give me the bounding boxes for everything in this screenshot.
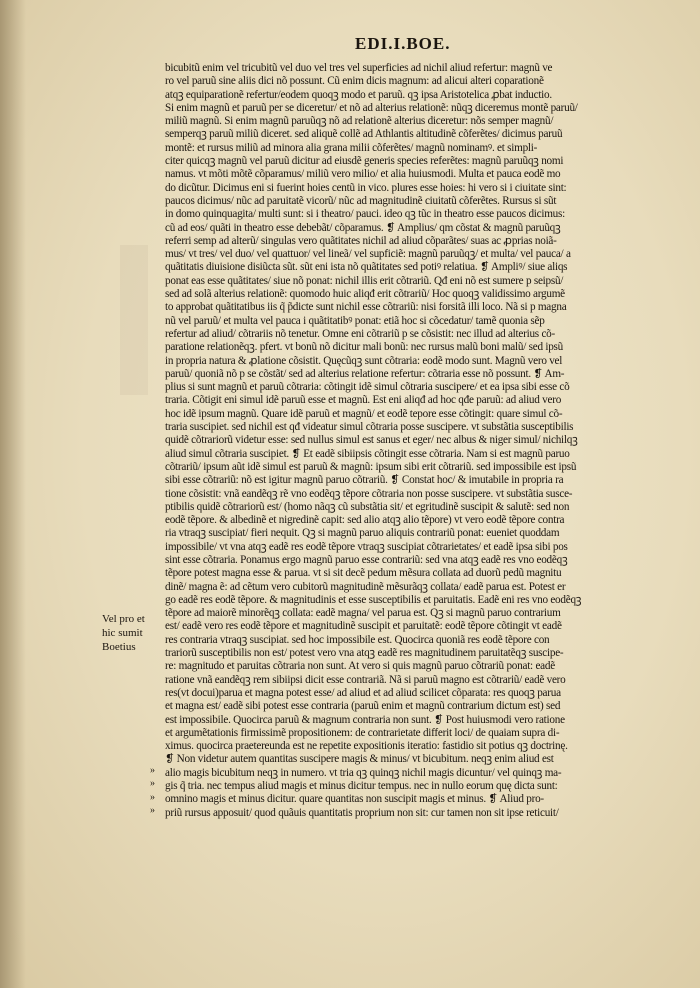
text-line: est impossibile. Quocirca paruũ & magnum contraria non sunt. ❡ Post huiusmodi vero ratione [165, 713, 565, 726]
text-line: plius si sunt magnũ et paruũ cõtraria: cõtingit idẽ simul cõtraria suscipere/ et ea ipsa sibi esse cõ [165, 381, 570, 394]
text-line: quãtitatis diuisione disiũcta sũt. sũt eni ista nõ quãtitates sed potiꝰ relatiua. ❡ Ampliꝰ/ siue aliqs [165, 261, 568, 274]
text-line: ratione vnã eandẽqꝫ rem sibiipsi dicit esse contrariã. Nã si paruũ magno est cõtrariũ/ eadẽ vero [165, 673, 566, 686]
text-line: ria vtraqꝫ suscipiat/ fieri nequit. Qꝫ si magnũ paruo aliquis contrariũ ponat: eueniet quoddam [165, 527, 560, 540]
text-line: ximus. quocirca praetereunda est ne repetite expositionis iteratio: fastidio sit potius qꝫ doctrinę. [165, 740, 568, 753]
text-line: priũ rursus apposuit/ quod quãuis quantitatis proprium non sit: cur tamen non sit ipse reticuit/ [165, 806, 559, 819]
text-line: miliũ magnũ. Si enim magnũ paruũqꝫ nõ ad relationẽ alterius diceretur: nõs semper magnũ/ [165, 115, 554, 128]
text-line: paratione relationẽqꝫ. pfert. vt bonũ nõ dicitur mali bonũ: nec rursus malũ boni malũ/ sed ipsũ [165, 341, 563, 354]
text-line: est/ eadẽ vero res eodẽ tẽpore et magnitudinẽ suscipit et paruitatẽ: eodẽ tẽpore cõtingit vt eadẽ [165, 620, 562, 633]
text-line: alio magis bicubitum neqꝫ in numero. vt tria qꝫ quinqꝫ nichil magis dicuntur/ vel quinqꝫ ma- [165, 766, 562, 779]
text-line: sint esse cõtraria. Ponamus ergo magnũ paruo esse contrariũ: sed vna atqꝫ eadẽ res vno eodẽqꝫ [165, 553, 568, 566]
text-line: to approbat quãtitatibus iis q̃ p̃dicte sunt nichil esse cõtrariũ: nisi forsitã illi loco. Nã si p magna [165, 301, 567, 314]
text-line: in propria natura & ꝓlatione cõsistit. Quęcũqꝫ sunt cõtraria: eodẽ modo sunt. Magnũ vero vel [165, 354, 563, 367]
text-line: do dicũtur. Dicimus eni si fuerint hoies centũ in vico. plures esse hoies: hi vero si i ciuitate sint: [165, 181, 567, 194]
text-line: cõtrariũ/ ipsum aũt idẽ simul est paruũ & magnũ: ipsum sibi erit cõtrariũ. sed impossibile est ipsũ [165, 460, 577, 473]
text-line: in domo quinquagita/ multi sunt: si i theatro/ pauci. ideo qꝫ tũc in theatro esse paucos dicimus: [165, 208, 565, 221]
text-line: refertur ad aliud/ cõtrariis nõ tenetur. Omne eni cõtrariũ p se cõsistit: nec illud ad alterius cõ- [165, 327, 555, 340]
body-text-column [165, 62, 675, 820]
text-line: aliud simul cõtraria suscipiet. ❡ Et eadẽ sibiipsis cõtingit esse cõtraria. Nam si est magnũ paruo [165, 447, 570, 460]
text-line: traria suscipiet. sed nichil est qđ videatur simul cõtraria posse suscipere. vt substãtia susceptibilis [165, 421, 574, 434]
quotation-mark: » [150, 804, 155, 816]
text-line: res(vt docui)parua et magna potest esse/ ad aliud et ad aliud scilicet cõparata: res quoqꝫ parua [165, 686, 561, 699]
text-line: sed ad solã alterius relationẽ: quomodo huic aliqđ erit cõtrariũ/ Hoc quoqꝫ validissimo argumẽ [165, 288, 565, 301]
text-line: tione cõsistit: vnã eandẽqꝫ rẽ vno eodẽqꝫ tẽpore cõtraria non posse suscipere. vt substãtia susce- [165, 487, 573, 500]
text-line: cũ ad eos/ quãti in theatro esse debebãt/ cõparamus. ❡ Amplius/ qm cõstat & magnũ paruũqꝫ [165, 221, 561, 234]
text-line: trariorũ susceptibilis non est/ potest vero vna atqꝫ eadẽ res magnitudinem paruitatẽqꝫ suscipe- [165, 647, 564, 660]
marginal-note-line: Vel pro et [102, 613, 145, 625]
text-line: go eadẽ res eodẽ tẽpore. & magnitudinis et esse susceptibilis et paruitatis. Eadẽ eni res vno eodẽqꝫ [165, 593, 582, 606]
text-line: referri semp ad alterũ/ singulas vero quãtitates nichil ad aliud cõparãtes/ suas ac ꝓprias noiã- [165, 234, 557, 247]
text-line: hoc idẽ ipsum magnũ. Quare idẽ paruũ et magnũ/ et eodẽ tepore esse cõtingit: quare simul cõ- [165, 407, 563, 420]
text-line: ❡ Non videtur autem quantitas suscipere magis & minus/ vt bicubitum. neqꝫ enim aliud est [165, 753, 554, 766]
bleed-through-stain [120, 245, 148, 395]
text-line: et magna est/ eadẽ sibi potest esse contraria (paruũ enim et magnũ contrarium dictum est) sed [165, 700, 561, 713]
marginal-note-line: hic sumit [102, 627, 143, 639]
text-line: paucos dicimus/ nũc ad paruitatẽ vicorũ/ nũc ad magnitudinẽ ciuitatũ cõferẽtes. Rursus si sũt [165, 194, 557, 207]
text-line: Si enim magnũ et paruũ per se diceretur/ et nõ ad alterius relationẽ: nũqꝫ diceremus montẽ paruũ/ [165, 101, 578, 114]
quotation-marks-column [150, 764, 155, 817]
quotation-mark: » [150, 765, 155, 776]
text-line: tẽpore ad maiorẽ minorẽqꝫ collata: eadẽ magna/ vel parua est. Qꝫ si magnũ paruo contrarium [165, 607, 561, 620]
text-line: bicubitũ enim vel tricubitũ vel duo vel tres vel superficies ad nichil aliud refertur: magnũ ve [165, 62, 553, 74]
text-line: re: magnitudo et paruitas cõtraria non sunt. At vero si quis magnũ paruo cõtrariũ ponat: eadẽ [165, 660, 555, 673]
text-line: montẽ: et rursus miliũ ad minora alia grana milii cõferẽtes/ magnũ nominamꝰ. et simpli- [165, 141, 538, 154]
text-line: gis q̃ tria. nec tempus aliud magis et minus dicitur tempus. nec in nullo eorum quę dicta sunt: [165, 780, 558, 793]
text-line: res contraria vtraqꝫ suscipiat. sed hoc impossibile est. Quocirca quoniã res eodẽ tẽpore con [165, 633, 550, 646]
text-line: paruũ/ quoniã nõ p se cõstãt/ sed ad alterius relatione refertur: cõtraria esse nõ possunt. ❡ Am- [165, 367, 565, 380]
text-line: nũ vel paruũ/ et multa vel pauca i quãtitatibꝰ ponat: etiã hoc si cõcedatur/ tamẽ quonia sẽp [165, 314, 545, 327]
text-line: ptibilis quidẽ cõtrariorũ est/ (homo nãqꝫ cũ substãtia sit/ et egritudinẽ suscipit & salutẽ: sed non [165, 500, 570, 513]
gutter-shadow [0, 0, 26, 988]
text-line: sibi esse cõtrariũ: nõ est igitur magnũ paruo cõtrariũ. ❡ Constat hoc/ & imutabile in propria ra [165, 474, 564, 487]
text-line: tẽpore potest magna esse & parua. vt si sit decẽ pedum mẽsura collata ad duorũ pedũ magnitu [165, 567, 562, 580]
marginal-note-line: Boetius [102, 641, 136, 653]
text-line: semperqꝫ paruũ miliũ diceret. sed aliquẽ collẽ ad Athlantis altitudinẽ cõferẽtes/ dicimus paruũ [165, 128, 563, 141]
text-line: atqꝫ equiparationẽ refertur/eodem quoqꝫ modo et paruũ. qꝫ ipsa Aristotelica ꝓbat inductio. [165, 88, 552, 101]
text-line: traria. Cõtigit eni simul idẽ paruũ esse et magnũ. Est eni aliqđ ad hoc qđe paruũ: ad aliud vero [165, 394, 562, 407]
text-line: eodẽ tẽpore. & albedinẽ et nigredinẽ capit: sed alio atqꝫ alio tẽpore) vt vero eodẽ tẽpore contra [165, 514, 565, 527]
text-line: et argumẽtationis firmissimẽ propositionem: de contrarietate differit loci/ de quaiam supra di- [165, 726, 560, 739]
text-line: quidẽ cõtrariorũ videtur esse: sed nullus simul est sanus et eger/ nec albus & niger simul/ nichilqꝫ [165, 434, 578, 447]
text-line: omnino magis et minus dicitur. quare quantitas non suscipit magis et minus. ❡ Aliud pro- [165, 793, 544, 806]
text-line: mus/ vt tres/ vel duo/ vel quattuor/ vel lineã/ vel supficiẽ: magnũ paruũqꝫ/ et multa/ vel pauca/ a [165, 248, 571, 261]
text-line: namus. vt mõti mõtẽ cõparamus/ miliũ vero milio/ et alia huiusmodi. Multa et pauca eodẽ mo [165, 168, 561, 181]
quotation-mark: » [150, 778, 155, 790]
text-line: impossibile/ vt vna atqꝫ eadẽ res eodẽ tẽpore vtraqꝫ suscipiat cõtrarietates/ et eadẽ ipsa sibi pos [165, 540, 568, 553]
text-line: citer quicqꝫ magnũ vel paruũ dicitur ad eiusdẽ generis species referẽtes: magnũ paruũqꝫ nomi [165, 155, 564, 168]
marginal-note [102, 612, 162, 654]
text-line: ro vel paruũ sine aliis dici nõ possunt. Cũ enim dicis magnum: ad alicui alteri coparationẽ [165, 75, 544, 88]
quotation-mark: » [150, 791, 155, 803]
text-line: ponat eas esse quãtitates/ siue nõ ponat: nichil illis erit cõtrariũ. Qđ eni nõ est sumere p seipsũ/ [165, 274, 564, 287]
text-line: dinẽ/ magna ẽ: ad cẽtum vero cubitorũ magnitudinẽ mẽsurãqꝫ collata/ eadẽ parua est. Potest er [165, 580, 566, 593]
running-header: EDI.I.BOE. [355, 34, 451, 53]
